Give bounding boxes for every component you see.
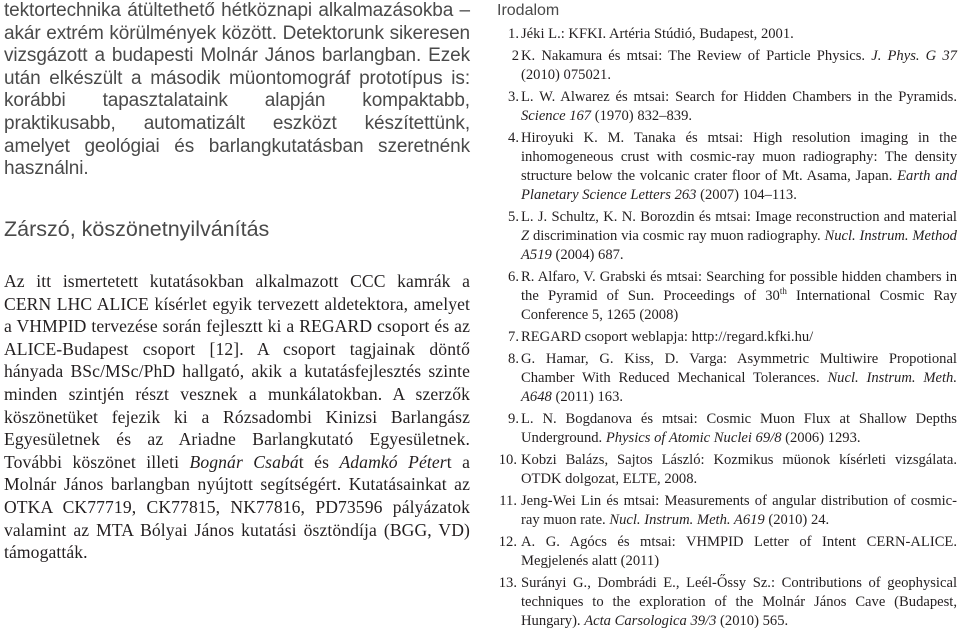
- reference-text-part: L. W. Alwarez és mtsai: Search for Hidden Chambers in the Pyramids.: [521, 89, 957, 105]
- ack-text-3: t a Molnár János barlangban nyújtott segítségért. Kutatásainkat az OTKA CK77719, CK77815, NK77816, PD73596 pályázatok valamint az MTA Bólyai János kutatási ösztöndíja (BGG, VD) támogatták.: [4, 451, 471, 563]
- references-heading: Irodalom: [497, 2, 560, 19]
- reference-item: [497, 574, 957, 631]
- reference-italic-text: Nucl. Instrum. Meth. A619: [609, 512, 765, 528]
- acknowledgement-paragraph: [4, 270, 470, 564]
- reference-item: [497, 451, 957, 489]
- reference-text-part: REGARD csoport weblapja: http://regard.kfki.hu/: [521, 329, 814, 345]
- reference-text: [521, 269, 957, 323]
- ack-name-2: Adamkó Péter: [339, 451, 447, 472]
- reference-text-part: (2010) 565.: [716, 613, 789, 629]
- reference-number: 11.: [499, 493, 517, 509]
- reference-text-part: G. Hamar, G. Kiss, D. Varga: Asymmetric Multiwire Propotional Chamber With Reduced Mechanical Tolerances.: [521, 351, 957, 386]
- reference-text-part: (2010) 24.: [764, 512, 830, 528]
- reference-number: 4.: [508, 130, 519, 146]
- reference-text-part: (2007) 104–113.: [696, 187, 797, 203]
- section-title: Zárszó, köszönetnyilvánítás: [4, 217, 270, 241]
- reference-text-part: (2010) 075021.: [521, 67, 611, 83]
- reference-item: [497, 328, 957, 347]
- reference-item: [497, 25, 957, 44]
- reference-number: 10.: [498, 452, 517, 468]
- reference-number: 7.: [508, 329, 519, 345]
- reference-text-part: (2011) 163.: [551, 389, 624, 405]
- reference-italic-text: J. Phys. G 37: [871, 48, 957, 64]
- reference-superscript: th: [779, 286, 787, 297]
- reference-number: 3.: [508, 89, 519, 105]
- ack-name-1: Bognár Csabá: [189, 451, 299, 472]
- ack-text-1: Az itt ismertetett kutatásokban alkalmazott CCC kamrák a CERN LHC ALICE kísérlet egyik tervezett aldetektora, amelyet a VHMPID tervezése során fejlesztt ki a REGARD csoport és az ALICE-Budapest csoport [12]. A csoport tagjainak döntő hányada BSc/MSc/PhD hallgató, akik a kutatásfejlesztés szinte minden szintjén részt vesznek a munkálatokban. A szerzők köszönetüket fejezik ki a Rózsadombi Kinizsi Barlangász Egyesületnek és az Ariadne Barlangkutató Egyesületnek. További köszönet illeti: [4, 271, 470, 472]
- reference-number: 5.: [508, 209, 519, 225]
- reference-number: 2: [511, 48, 519, 64]
- reference-italic-text: Z: [521, 228, 530, 244]
- reference-text-part: (2004) 687.: [551, 247, 624, 263]
- reference-text: [521, 209, 957, 263]
- reference-item: [497, 410, 957, 448]
- reference-item: [497, 129, 957, 205]
- intro-paragraph: tektortechnika átültethető hétköznapi alkalmazásokba – akár extrém körülmények között. Detektorunk sikeresen vizsgázott a budapesti Molnár János barlangban. Ezek után elkészült a második müontomográf prototípus is: korábbi tapasztalataink alapján kompaktabb, praktikusabb, automatizált eszközt készítettünk, amelyet geológiai és barlangkutatásban szeretnénk használni.: [4, 0, 470, 180]
- reference-italic-text: Nucl. Instrum. Method A519: [521, 228, 957, 263]
- reference-item: [497, 268, 957, 325]
- reference-text: [521, 411, 957, 446]
- reference-italic-text: Nucl. Instrum. Meth. A648: [521, 370, 957, 405]
- left-column: [4, 0, 471, 563]
- reference-text: [521, 329, 813, 345]
- reference-text: [521, 48, 957, 83]
- reference-item: [497, 47, 957, 85]
- reference-text-part: International Cosmic Ray Conference 5, 1265 (2008): [521, 288, 957, 323]
- reference-text-part: Surányi G., Dombrádi E., Leél-Őssy Sz.: Contributions of geophysical techniques to the exploration of the Molnár János Cave (Budapest, Hungary).: [521, 575, 957, 629]
- reference-italic-text: Science 167: [521, 108, 592, 124]
- reference-item: [497, 208, 957, 265]
- reference-text: [521, 89, 957, 124]
- reference-text-part: Jeng-Wei Lin és mtsai: Measurements of angular distribution of cosmic-ray muon rate.: [521, 493, 957, 528]
- reference-italic-text: Earth and Planetary Science Letters 263: [521, 168, 958, 203]
- reference-text: [521, 130, 957, 203]
- reference-text: [521, 575, 957, 629]
- reference-text-part: Kobzi Balázs, Sajtos László: Kozmikus müonok kísérleti vizsgálata. OTDK dolgozat, ELTE, 2008.: [521, 452, 957, 487]
- reference-text-part: L. N. Bogdanova és mtsai: Cosmic Muon Flux at Shallow Depths Underground.: [521, 411, 957, 446]
- reference-text: [521, 493, 957, 528]
- reference-number: 12.: [498, 534, 517, 550]
- reference-number: 1.: [508, 26, 519, 42]
- reference-text-part: L. J. Schultz, K. N. Borozdin és mtsai: Image reconstruction and material: [521, 209, 957, 225]
- reference-number: 6.: [508, 269, 519, 285]
- reference-item: [497, 533, 957, 571]
- reference-text-part: discrimination via cosmic ray muon radiography.: [529, 228, 825, 244]
- reference-text: [521, 26, 794, 42]
- reference-item: [497, 492, 957, 530]
- reference-text-part: A. G. Agócs és mtsai: VHMPID Letter of Intent CERN-ALICE. Megjelenés alatt (2011): [521, 534, 957, 569]
- reference-number: 8.: [508, 351, 519, 367]
- reference-item: [497, 350, 957, 407]
- reference-text-part: Hiroyuki K. M. Tanaka és mtsai: High resolution imaging in the inhomogeneous crust with cosmic-ray muon radiography: The density structure below the volcanic crater floor of Mt. Asama, Japan.: [521, 130, 957, 184]
- reference-italic-text: Physics of Atomic Nuclei 69/8: [605, 430, 782, 446]
- reference-italic-text: Acta Carsologica 39/3: [584, 613, 717, 629]
- reference-text-part: Jéki L.: KFKI. Artéria Stúdió, Budapest, 2001.: [521, 26, 794, 42]
- reference-list: [497, 25, 957, 634]
- reference-text: [521, 351, 957, 405]
- reference-text-part: (2006) 1293.: [781, 430, 861, 446]
- reference-text-part: R. Alfaro, V. Grabski és mtsai: Searching for possible hidden chambers in the Pyramid of Sun. Proceedings of 30: [521, 269, 957, 304]
- reference-text: [521, 534, 957, 569]
- reference-text: [521, 452, 957, 487]
- ack-text-2: t és: [298, 451, 340, 472]
- reference-text-part: (1970) 832–839.: [591, 108, 693, 124]
- reference-number: 9.: [508, 411, 519, 427]
- reference-item: [497, 88, 957, 126]
- reference-number: 13.: [498, 575, 517, 591]
- reference-text-part: K. Nakamura és mtsai: The Review of Particle Physics.: [521, 48, 872, 64]
